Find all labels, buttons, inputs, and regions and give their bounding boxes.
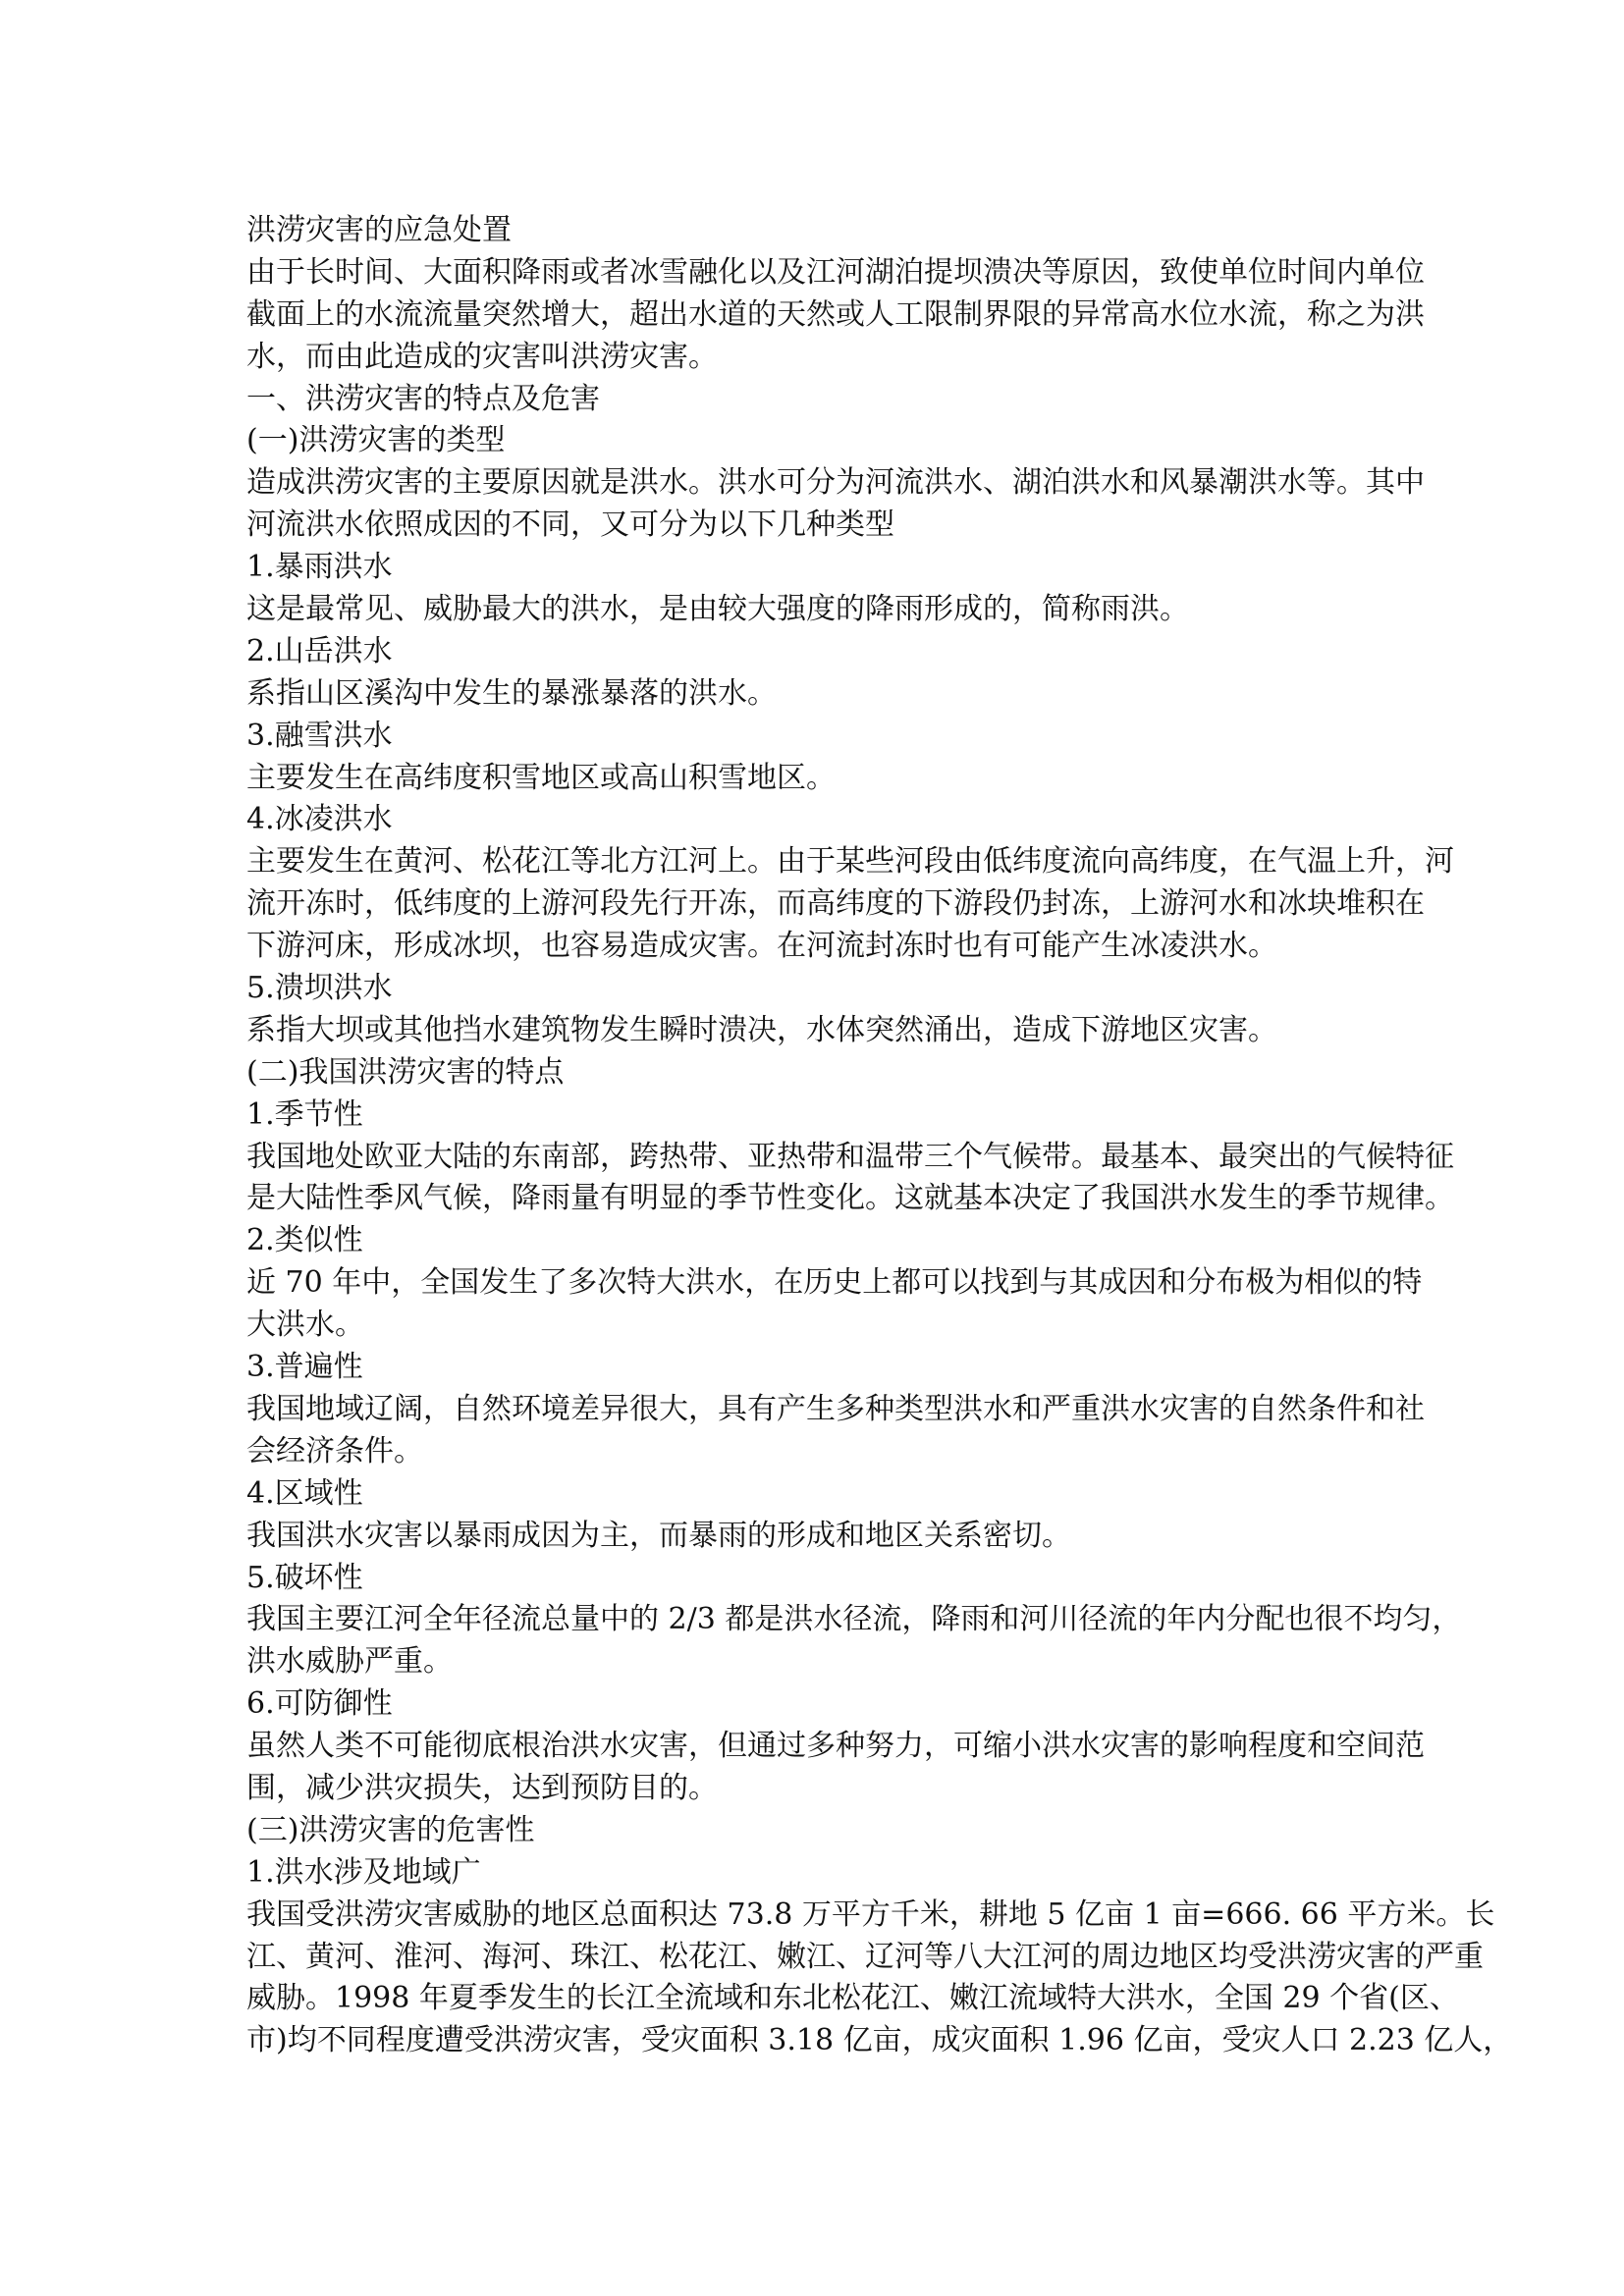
- text-line: 3.融雪洪水: [246, 718, 393, 753]
- text-line: 我国受洪涝灾害威胁的地区总面积达 73.8 万平方千米，耕地 5 亿亩 1 亩=666. 66 平方米。长: [246, 1896, 1495, 1932]
- text-line: 会经济条件。: [246, 1433, 423, 1468]
- text-line: 围，减少洪灾损失，达到预防目的。: [246, 1770, 718, 1805]
- text-line: 大洪水。: [246, 1308, 364, 1343]
- text-line: 5.破坏性: [246, 1560, 363, 1595]
- text-line: 6.可防御性: [246, 1686, 393, 1722]
- text-line: 近 70 年中，全国发生了多次特大洪水，在历史上都可以找到与其成因和分布极为相似的特: [246, 1265, 1423, 1301]
- text-line: 2.山岳洪水: [246, 633, 393, 668]
- document-title: 洪涝灾害的应急处置: [246, 213, 512, 247]
- text-line: 我国地域辽阔，自然环境差异很大，具有产生多种类型洪水和严重洪水灾害的自然条件和社: [246, 1391, 1425, 1426]
- text-line: 系指山区溪沟中发生的暴涨暴落的洪水。: [246, 675, 777, 711]
- text-line: 我国地处欧亚大陆的东南部，跨热带、亚热带和温带三个气候带。最基本、最突出的气候特征: [246, 1139, 1454, 1174]
- text-line: 4.区域性: [246, 1475, 363, 1511]
- text-line: 2.类似性: [246, 1223, 363, 1258]
- text-line: 3.普遍性: [246, 1350, 363, 1385]
- text-line: 造成洪涝灾害的主要原因就是洪水。洪水可分为河流洪水、湖泊洪水和风暴潮洪水等。其中: [246, 465, 1425, 501]
- text-line: 1.季节性: [246, 1096, 363, 1132]
- text-line: 市)均不同程度遭受洪涝灾害，受灾面积 3.18 亿亩，成灾面积 1.96 亿亩，受灾人口 2.23 亿人，: [246, 2023, 1513, 2058]
- text-line: 截面上的水流流量突然增大，超出水道的天然或人工限制界限的异常高水位水流，称之为洪: [246, 296, 1425, 332]
- text-line: 下游河床，形成冰坝，也容易造成灾害。在河流封冻时也有可能产生冰凌洪水。: [246, 929, 1277, 964]
- text-line: 1.洪水涉及地域广: [246, 1854, 481, 1890]
- text-line: 威胁。1998 年夏季发生的长江全流域和东北松花江、嫩江流域特大洪水，全国 29 个省(区、: [246, 1981, 1459, 2016]
- text-line: (二)我国洪涝灾害的特点: [246, 1054, 565, 1090]
- text-line: 洪水威胁严重。: [246, 1644, 453, 1680]
- text-line: (三)洪涝灾害的危害性: [246, 1812, 535, 1847]
- text-line: 5.溃坝洪水: [246, 971, 393, 1006]
- text-line: 我国主要江河全年径流总量中的 2/3 都是洪水径流，降雨和河川径流的年内分配也很不均匀，: [246, 1602, 1462, 1637]
- text-line: 系指大坝或其他挡水建筑物发生瞬时溃决，水体突然涌出，造成下游地区灾害。: [246, 1012, 1277, 1047]
- text-line: 虽然人类不可能彻底根治洪水灾害，但通过多种努力，可缩小洪水灾害的影响程度和空间范: [246, 1729, 1425, 1764]
- text-line: 是大陆性季风气候，降雨量有明显的季节性变化。这就基本决定了我国洪水发生的季节规律。: [246, 1181, 1454, 1216]
- text-line: 江、黄河、淮河、海河、珠江、松花江、嫩江、辽河等八大江河的周边地区均受洪涝灾害的严重: [246, 1939, 1484, 1974]
- text-line: 这是最常见、威胁最大的洪水，是由较大强度的降雨形成的，简称雨洪。: [246, 592, 1189, 627]
- text-line: 我国洪水灾害以暴雨成因为主，而暴雨的形成和地区关系密切。: [246, 1518, 1071, 1553]
- text-line: 一、洪涝灾害的特点及危害: [246, 381, 600, 416]
- text-line: 由于长时间、大面积降雨或者冰雪融化以及江河湖泊提坝溃决等原因，致使单位时间内单位: [246, 254, 1425, 290]
- document-page: [246, 210, 1513, 2062]
- text-line: (一)洪涝灾害的类型: [246, 423, 506, 458]
- text-line: 主要发生在高纬度积雪地区或高山积雪地区。: [246, 760, 836, 795]
- text-line: 流开冻时，低纬度的上游河段先行开冻，而高纬度的下游段仍封冻，上游河水和冰块堆积在: [246, 886, 1425, 922]
- text-line: 水，而由此造成的灾害叫洪涝灾害。: [246, 339, 718, 374]
- text-line: 主要发生在黄河、松花江等北方江河上。由于某些河段由低纬度流向高纬度，在气温上升，河: [246, 844, 1454, 880]
- text-line: 1.暴雨洪水: [246, 550, 393, 585]
- text-line: 河流洪水依照成因的不同，又可分为以下几种类型: [246, 507, 894, 543]
- text-line: 4.冰凌洪水: [246, 802, 393, 837]
